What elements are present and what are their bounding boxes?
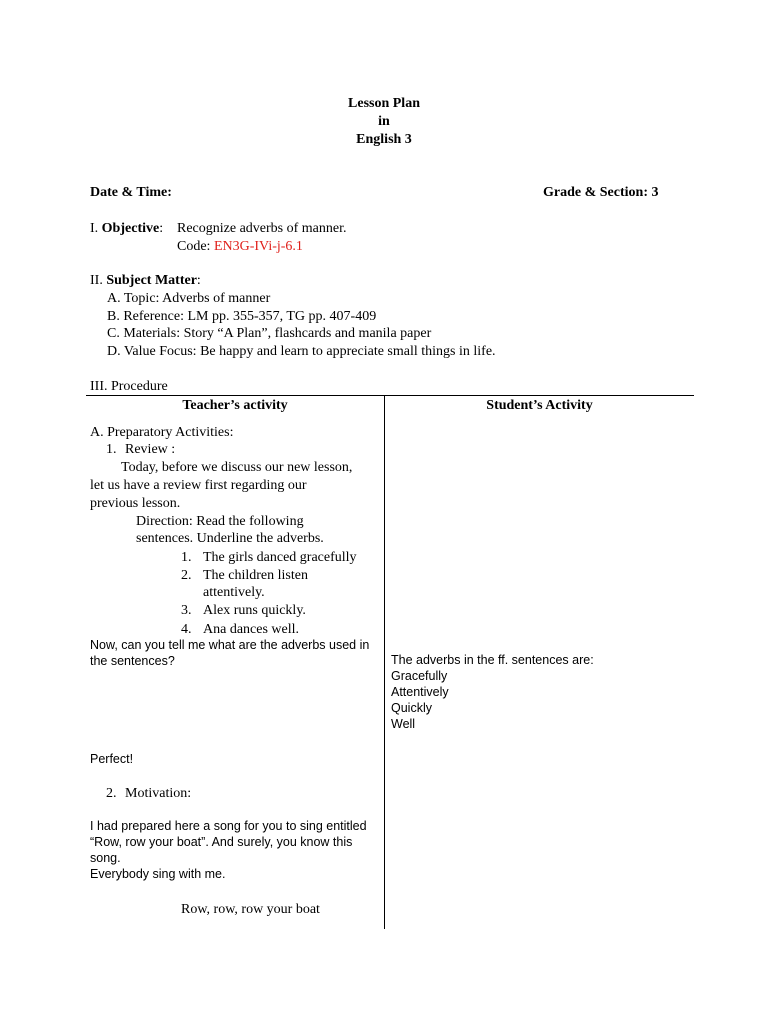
objective-text: Recognize adverbs of manner.: [177, 221, 347, 236]
objective-colon: :: [159, 221, 164, 236]
question-line: Now, can you tell me what are the adverbs used in: [90, 638, 370, 652]
objective-numeral: I.: [90, 221, 99, 236]
review-intro-line: Today, before we discuss our new lesson,: [121, 460, 353, 475]
sentence-text: The girls danced gracefully: [203, 550, 357, 565]
date-time-label: Date & Time:: [90, 185, 172, 200]
subject-item-value-focus: D. Value Focus: Be happy and learn to appreciate small things in life.: [107, 344, 496, 359]
motivation-label: Motivation:: [125, 786, 192, 801]
song-lyric-line: Row, row, row your boat: [181, 902, 320, 917]
subject-matter-numeral: II.: [90, 273, 103, 288]
student-answer: Gracefully: [391, 669, 448, 683]
table-column-divider: [384, 395, 385, 929]
direction-line: sentences. Underline the adverbs.: [136, 531, 324, 546]
title-line-1: Lesson Plan: [348, 96, 420, 111]
sentence-number: 3.: [181, 603, 192, 618]
question-line: the sentences?: [90, 654, 175, 668]
teacher-column-header: Teacher’s activity: [182, 398, 288, 413]
direction-line: Direction: Read the following: [136, 514, 304, 529]
subject-item-topic: A. Topic: Adverbs of manner: [107, 291, 271, 306]
title-line-2: in: [378, 114, 390, 129]
code-value: EN3G-IVi-j-6.1: [213, 239, 303, 254]
student-answer: Attentively: [391, 685, 449, 699]
code-label: Code:: [177, 239, 211, 254]
student-column-header: Student’s Activity: [486, 398, 593, 413]
subject-matter-label: Subject Matter: [106, 273, 197, 288]
subject-matter-colon: :: [196, 273, 201, 288]
sentence-number: 2.: [181, 568, 192, 583]
review-intro-line: let us have a review first regarding our: [90, 478, 307, 493]
grade-section-label: Grade & Section: 3: [543, 185, 659, 200]
student-answer: Quickly: [391, 701, 432, 715]
sentence-number: 4.: [181, 622, 192, 637]
table-top-border: [86, 395, 694, 396]
subject-matter-line: [90, 272, 201, 289]
objective-line: [90, 220, 163, 237]
review-intro-line: previous lesson.: [90, 496, 181, 511]
student-answer-intro: The adverbs in the ff. sentences are:: [391, 653, 594, 667]
sentence-text: Alex runs quickly.: [203, 603, 306, 618]
song-intro-line: “Row, row your boat”. And surely, you know this: [90, 835, 353, 849]
student-answer: Well: [391, 717, 416, 731]
praise-text: Perfect!: [90, 752, 134, 766]
subject-item-reference: B. Reference: LM pp. 355-357, TG pp. 407-409: [107, 309, 377, 324]
code-line: [177, 238, 303, 255]
review-label: Review :: [125, 442, 176, 457]
sentence-text: The children listen: [203, 568, 308, 583]
preparatory-activities: A. Preparatory Activities:: [90, 425, 234, 440]
song-intro-line: I had prepared here a song for you to sing entitled: [90, 819, 367, 833]
song-intro-line: Everybody sing with me.: [90, 867, 226, 881]
motivation-number: 2.: [106, 786, 117, 801]
song-intro-line: song.: [90, 851, 121, 865]
subject-item-materials: C. Materials: Story “A Plan”, flashcards and manila paper: [107, 326, 432, 341]
sentence-text: Ana dances well.: [203, 622, 300, 637]
review-number: 1.: [106, 442, 117, 457]
procedure-heading: III. Procedure: [90, 379, 168, 394]
title-line-3: English 3: [356, 132, 412, 147]
sentence-text: attentively.: [203, 585, 265, 600]
sentence-number: 1.: [181, 550, 192, 565]
objective-label: Objective: [101, 221, 160, 236]
